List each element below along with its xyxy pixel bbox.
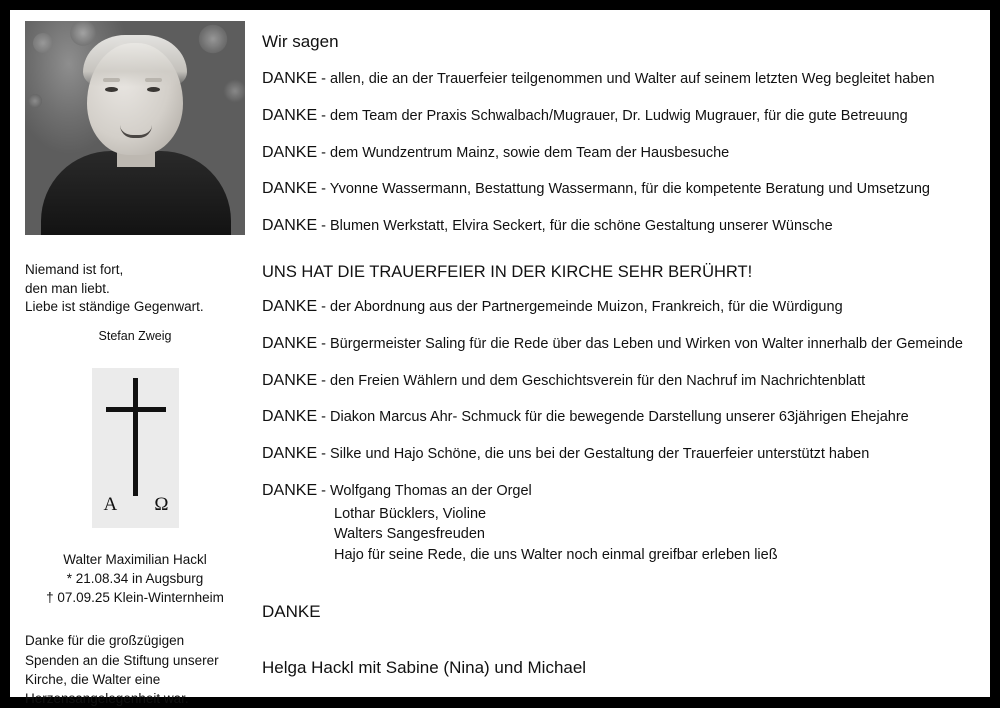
thanks-text: - Blumen Werkstatt, Elvira Seckert, für die schöne Gestaltung unserer Wünsche <box>317 218 833 235</box>
thanks-item <box>262 297 974 318</box>
danke-keyword: DANKE <box>262 445 318 463</box>
photo-hair <box>83 35 187 87</box>
final-danke: DANKE <box>262 601 321 621</box>
thanks-text: - dem Wundzentrum Mainz, sowie dem Team der Hausbesuche <box>317 144 730 161</box>
birth-date: * 21.08.34 in Augsburg <box>66 571 204 587</box>
thanks-text: - der Abordnung aus der Partnergemeinde Muizon, Frankreich, für die Würdigung <box>317 298 843 315</box>
deceased-name: Walter Maximilian Hackl <box>63 551 207 567</box>
photo-eyebrow-right <box>145 78 162 82</box>
main-heading: Wir sagen <box>262 32 339 51</box>
quote-line: Liebe ist ständige Gegenwart. <box>25 299 204 315</box>
section-heading: UNS HAT DIE TRAUERFEIER IN DER KIRCHE SEHR BERÜHRT! <box>262 262 753 281</box>
danke-keyword: DANKE <box>262 481 318 499</box>
thanks-sub-list <box>334 504 974 566</box>
thanks-sub-item: Walters Sangesfreuden <box>334 526 485 543</box>
obituary-card <box>10 10 990 706</box>
thanks-text: - dem Team der Praxis Schwalbach/Mugrauer, Dr. Ludwig Mugrauer, für die gute Betreuung <box>317 107 908 124</box>
danke-keyword: DANKE <box>262 70 318 87</box>
quote-line: Niemand ist fort, <box>25 262 124 277</box>
donation-line: Danke für die großzügigen <box>25 633 185 649</box>
death-date: † 07.09.25 Klein-Winternheim <box>46 590 224 606</box>
donation-note <box>25 631 245 708</box>
thanks-item <box>262 143 974 164</box>
thanks-sub-item: Hajo für seine Rede, die uns Walter noch einmal greifbar erleben ließ <box>334 546 778 563</box>
thanks-item <box>262 179 974 200</box>
thanks-item <box>262 69 974 90</box>
photo-eye-left <box>105 87 118 92</box>
thanks-text: - Diakon Marcus Ahr- Schmuck für die bewegende Darstellung unserer 63jährigen Ehejahre <box>317 409 909 426</box>
danke-keyword: DANKE <box>262 180 318 198</box>
photo-eyebrow-left <box>103 78 120 82</box>
thanks-sub-item: Lothar Bücklers, Violine <box>334 505 487 522</box>
danke-keyword: DANKE <box>262 334 318 352</box>
signature-line: Helga Hackl mit Sabine (Nina) und Michael <box>262 657 587 677</box>
thanks-text: - den Freien Wählern und dem Geschichtsverein für den Nachruf im Nachrichtenblatt <box>317 372 866 389</box>
danke-keyword: DANKE <box>262 143 318 161</box>
thanks-item <box>262 407 974 428</box>
danke-keyword: DANKE <box>262 217 318 235</box>
cross-horizontal-bar <box>106 407 166 412</box>
donation-line: Kirche, die Walter eine <box>25 671 161 687</box>
thanks-text: - Bürgermeister Saling für die Rede über das Leben und Wirken von Walter innerhalb der Gemeinde <box>317 335 963 352</box>
quote-block <box>25 261 245 317</box>
danke-keyword: DANKE <box>262 408 318 426</box>
quote-line: den man liebt. <box>25 280 110 296</box>
donation-line: Spenden an die Stiftung unserer <box>25 652 219 668</box>
danke-keyword: DANKE <box>262 371 318 389</box>
omega-symbol: Ω <box>154 493 169 515</box>
thanks-item <box>262 334 974 355</box>
thanks-text: - Wolfgang Thomas an der Orgel <box>317 482 532 499</box>
alpha-symbol: A <box>103 493 118 515</box>
danke-keyword: DANKE <box>262 297 318 315</box>
thanks-item <box>262 216 974 237</box>
cross-vertical-bar <box>133 378 138 496</box>
photo-eye-right <box>147 87 160 92</box>
right-column <box>262 32 974 678</box>
quote-author: Stefan Zweig <box>98 328 172 343</box>
thanks-text: - Silke und Hajo Schöne, die uns bei der Gestaltung der Trauerfeier unterstützt haben <box>317 446 870 463</box>
thanks-text: - Yvonne Wassermann, Bestattung Wassermann, für die kompetente Beratung und Umsetzung <box>317 181 930 198</box>
thanks-item <box>262 371 974 392</box>
cross-emblem <box>92 368 179 528</box>
donation-line: Herzensangelegenheit war. <box>25 690 189 706</box>
thanks-text: - allen, die an der Trauerfeier teilgenommen und Walter auf seinem letzten Weg begleitet haben <box>317 71 935 87</box>
thanks-item <box>262 444 974 465</box>
thanks-item-organ <box>262 481 974 566</box>
left-column <box>25 21 245 708</box>
portrait-photo <box>25 21 245 235</box>
danke-keyword: DANKE <box>262 106 318 124</box>
deceased-details <box>25 550 245 607</box>
thanks-item <box>262 106 974 127</box>
